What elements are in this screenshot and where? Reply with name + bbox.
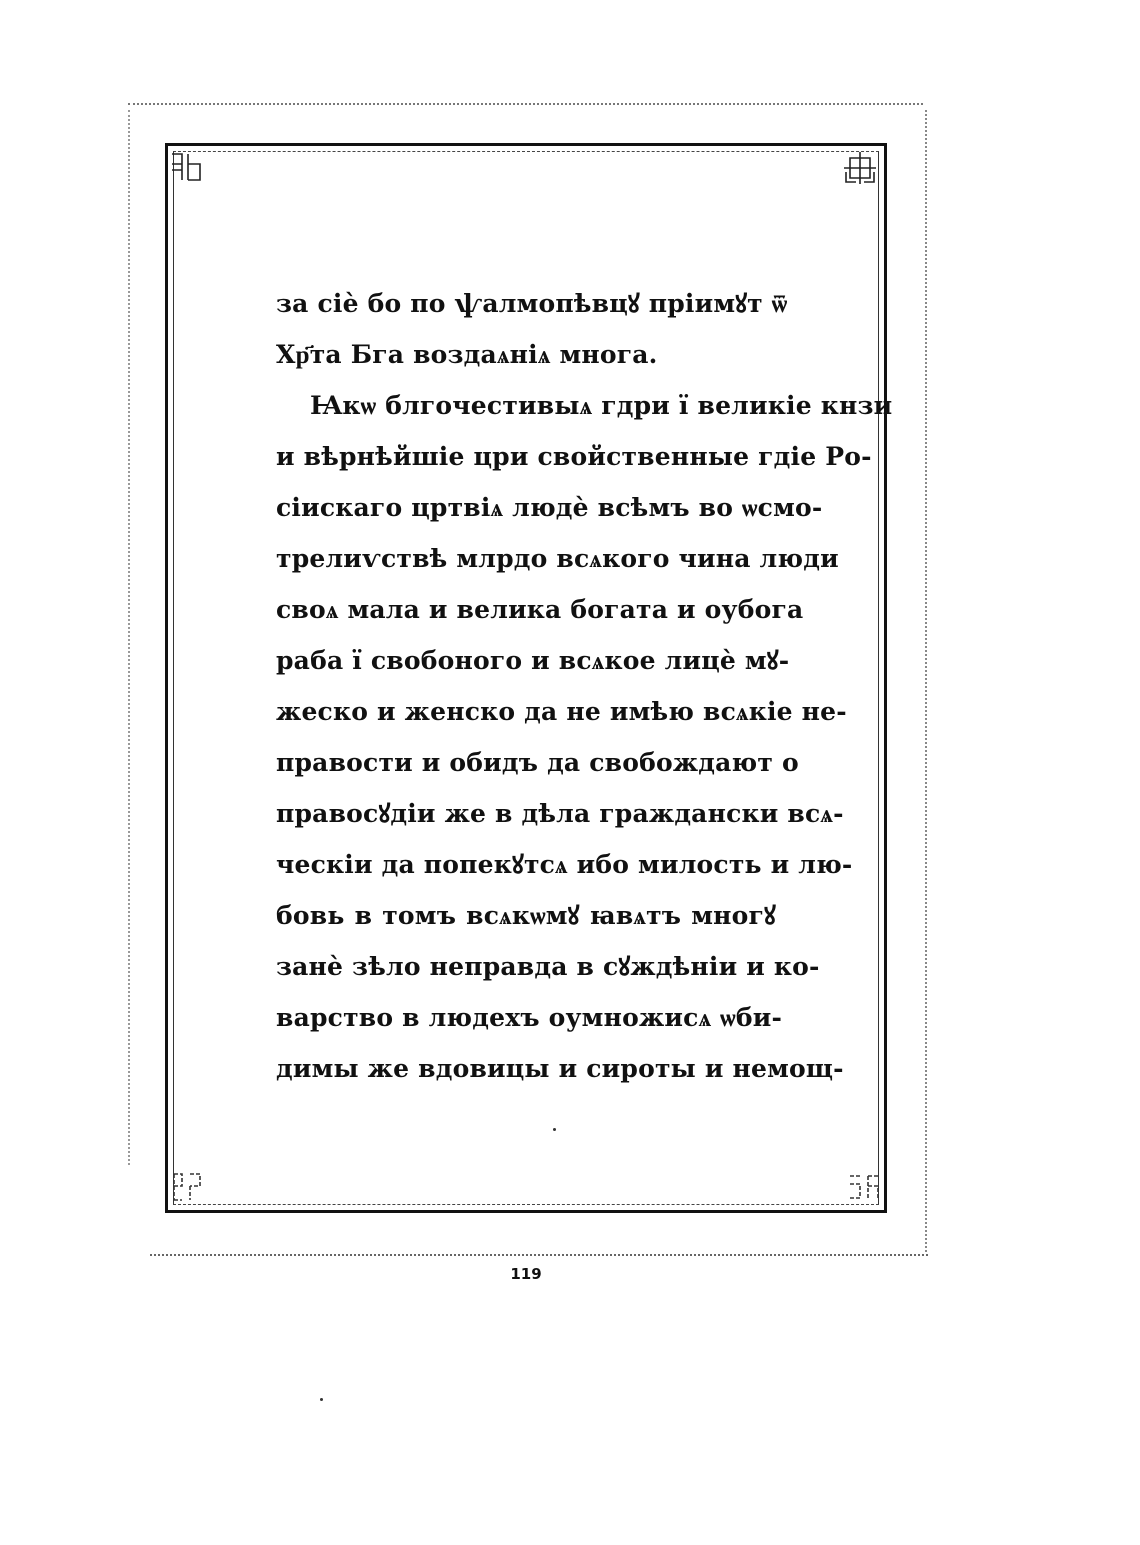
text-line: сіискаго цртвіѧ людѐ всѣмъ во ѡсмо- (276, 493, 823, 522)
corner-ornament-top-left-icon (168, 150, 204, 186)
scan-speck (553, 1128, 556, 1131)
text-line: своѧ мала и велика богата и оубога (276, 595, 804, 624)
text-line: Ꙗкѡ блгочестивыѧ гдри ї великіе кнзи (310, 391, 893, 420)
text-line: димы же вдовицы и сироты и немощ- (276, 1054, 844, 1083)
text-line: трелиѵствѣ млрдо всѧкого чина люди (276, 544, 839, 573)
text-line: Хр҃та Бга воздаѧніѧ многа. (276, 340, 658, 369)
text-line: варство в людехъ оумножисѧ ѡби- (276, 1003, 783, 1032)
scan-border-left (128, 110, 130, 1165)
text-line: жеско и женско да не имѣю всѧкіе не- (276, 697, 847, 726)
text-line: за сіѐ бо по ѱалмопѣвцꙋ пріимꙋт ѿ (276, 289, 788, 318)
text-line: и вѣрнѣйшіе цри свойственные гдіе Ро- (276, 442, 872, 471)
corner-ornament-bottom-right-icon (846, 1168, 882, 1204)
scan-speck (320, 1398, 323, 1401)
page-number: 119 (510, 1265, 542, 1283)
scan-border-bottom (150, 1254, 928, 1256)
text-line: ческіи да попекꙋтсѧ ибо милость и лю- (276, 850, 853, 879)
scan-border-top (128, 103, 923, 105)
text-line: правосꙋдіи же в дѣла граждански всѧ- (276, 799, 844, 828)
corner-ornament-bottom-left-icon (168, 1168, 204, 1204)
scan-border-right (925, 110, 927, 1252)
text-line: бовь в томъ всѧкѡмꙋ ꙗвѧтъ многꙋ (276, 901, 776, 930)
page-text (276, 278, 893, 1094)
corner-ornament-top-right-icon (842, 150, 878, 186)
text-line: раба ї свобоного и всѧкое лицѐ мꙋ- (276, 646, 790, 675)
text-line: занѐ зѣло неправда в сꙋждѣніи и ко- (276, 952, 820, 981)
text-line: правости и обидъ да свобождают о (276, 748, 799, 777)
